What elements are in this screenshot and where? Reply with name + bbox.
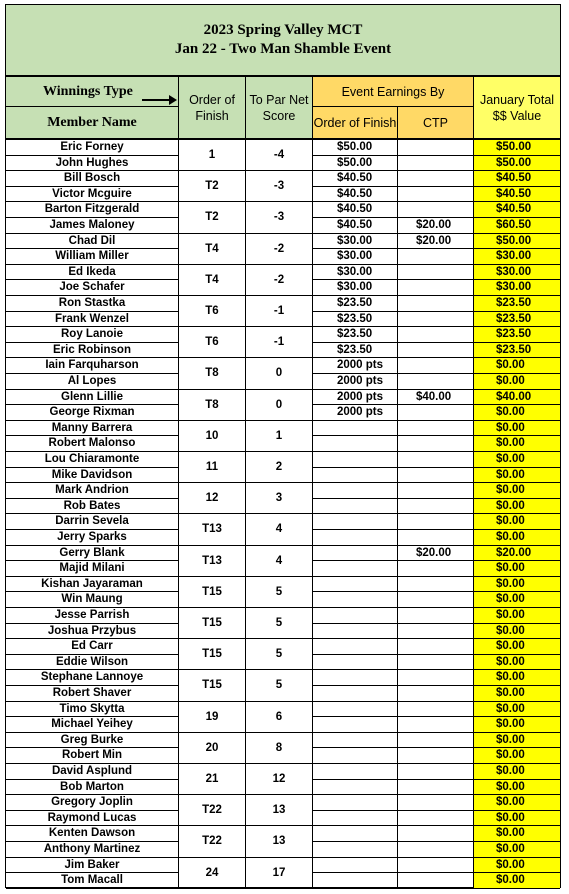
ctp-earnings xyxy=(398,343,474,359)
member-name: Barton Fitzgerald xyxy=(6,202,179,218)
order-earnings xyxy=(313,592,398,608)
order-earnings xyxy=(313,670,398,686)
order-earnings: 2000 pts xyxy=(313,374,398,390)
earnings-order-header: Order of Finish xyxy=(313,107,398,140)
member-name: Timo Skytta xyxy=(6,702,179,718)
team-finish: 19 xyxy=(179,702,246,733)
ctp-earnings xyxy=(398,140,474,156)
january-total: $0.00 xyxy=(474,608,560,624)
january-total: $0.00 xyxy=(474,702,560,718)
member-name: Mark Andrion xyxy=(6,483,179,499)
ctp-earnings xyxy=(398,171,474,187)
ctp-earnings xyxy=(398,374,474,390)
january-total: $0.00 xyxy=(474,452,560,468)
ctp-earnings: $20.00 xyxy=(398,546,474,562)
team-finish: T15 xyxy=(179,577,246,608)
january-total: $23.50 xyxy=(474,312,560,328)
january-total: $40.50 xyxy=(474,187,560,203)
order-earnings xyxy=(313,577,398,593)
team-score: 17 xyxy=(246,858,313,889)
order-earnings xyxy=(313,608,398,624)
january-total-header: January Total $$ Value xyxy=(474,77,560,140)
ctp-earnings xyxy=(398,624,474,640)
member-name: Bob Marton xyxy=(6,780,179,796)
member-name: Lou Chiaramonte xyxy=(6,452,179,468)
team-finish: T6 xyxy=(179,296,246,327)
ctp-earnings xyxy=(398,452,474,468)
member-name: Mike Davidson xyxy=(6,468,179,484)
ctp-earnings xyxy=(398,842,474,858)
january-total: $0.00 xyxy=(474,858,560,874)
member-name: Gerry Blank xyxy=(6,546,179,562)
january-total: $0.00 xyxy=(474,468,560,484)
order-earnings: $50.00 xyxy=(313,156,398,172)
to-par-header: To Par Net Score xyxy=(246,77,313,140)
january-total: $0.00 xyxy=(474,514,560,530)
team-score: 13 xyxy=(246,795,313,826)
ctp-earnings xyxy=(398,592,474,608)
member-name: Eddie Wilson xyxy=(6,655,179,671)
team-finish: T4 xyxy=(179,265,246,296)
january-total: $0.00 xyxy=(474,624,560,640)
order-earnings xyxy=(313,436,398,452)
ctp-earnings xyxy=(398,717,474,733)
winnings-type-header: Winnings Type xyxy=(6,77,179,107)
january-total: $0.00 xyxy=(474,592,560,608)
ctp-earnings xyxy=(398,280,474,296)
member-name: Michael Yeihey xyxy=(6,717,179,733)
member-name: Tom Macall xyxy=(6,873,179,889)
ctp-earnings: $20.00 xyxy=(398,234,474,250)
january-total: $0.00 xyxy=(474,873,560,889)
january-total: $20.00 xyxy=(474,546,560,562)
team-score: -3 xyxy=(246,171,313,202)
ctp-earnings xyxy=(398,530,474,546)
member-name: Robert Malonso xyxy=(6,436,179,452)
order-earnings: 2000 pts xyxy=(313,405,398,421)
ctp-earnings xyxy=(398,858,474,874)
order-earnings xyxy=(313,639,398,655)
order-earnings: $30.00 xyxy=(313,234,398,250)
title-block xyxy=(6,5,560,77)
member-name: Frank Wenzel xyxy=(6,312,179,328)
member-name: Eric Forney xyxy=(6,140,179,156)
order-earnings: $30.00 xyxy=(313,249,398,265)
member-name: Joe Schafer xyxy=(6,280,179,296)
january-total: $0.00 xyxy=(474,639,560,655)
january-total: $0.00 xyxy=(474,374,560,390)
team-score: -2 xyxy=(246,265,313,296)
ctp-earnings xyxy=(398,358,474,374)
order-earnings xyxy=(313,748,398,764)
ctp-earnings xyxy=(398,577,474,593)
team-score: -1 xyxy=(246,327,313,358)
ctp-earnings xyxy=(398,436,474,452)
order-earnings xyxy=(313,780,398,796)
team-finish: 1 xyxy=(179,140,246,171)
member-name: William Miller xyxy=(6,249,179,265)
january-total: $60.50 xyxy=(474,218,560,234)
event-earnings-header: Event Earnings By xyxy=(313,77,474,107)
order-earnings: $40.50 xyxy=(313,171,398,187)
member-name: Stephane Lannoye xyxy=(6,670,179,686)
order-earnings: $40.50 xyxy=(313,218,398,234)
ctp-earnings xyxy=(398,826,474,842)
ctp-earnings xyxy=(398,249,474,265)
ctp-earnings xyxy=(398,312,474,328)
order-earnings xyxy=(313,858,398,874)
team-finish: T8 xyxy=(179,358,246,389)
member-name: Gregory Joplin xyxy=(6,795,179,811)
order-earnings xyxy=(313,764,398,780)
member-name-header: Member Name xyxy=(6,107,179,140)
team-score: 5 xyxy=(246,608,313,639)
january-total: $0.00 xyxy=(474,826,560,842)
order-earnings: $50.00 xyxy=(313,140,398,156)
team-score: 0 xyxy=(246,390,313,421)
ctp-earnings xyxy=(398,639,474,655)
member-name: Al Lopes xyxy=(6,374,179,390)
team-finish: T8 xyxy=(179,390,246,421)
order-earnings: 2000 pts xyxy=(313,390,398,406)
january-total: $0.00 xyxy=(474,686,560,702)
winnings-sheet xyxy=(5,4,561,888)
ctp-earnings xyxy=(398,655,474,671)
ctp-earnings xyxy=(398,608,474,624)
january-total: $30.00 xyxy=(474,265,560,281)
january-total: $0.00 xyxy=(474,421,560,437)
january-total: $40.50 xyxy=(474,202,560,218)
team-finish: T15 xyxy=(179,608,246,639)
team-score: 4 xyxy=(246,514,313,545)
team-score: 5 xyxy=(246,577,313,608)
member-name: Majid Milani xyxy=(6,561,179,577)
earnings-ctp-header: CTP xyxy=(398,107,474,140)
team-finish: 11 xyxy=(179,452,246,483)
order-earnings xyxy=(313,561,398,577)
ctp-earnings xyxy=(398,499,474,515)
order-earnings xyxy=(313,702,398,718)
january-total: $40.50 xyxy=(474,171,560,187)
title-line-2: Jan 22 - Two Man Shamble Event xyxy=(174,41,392,57)
member-name: Victor Mcguire xyxy=(6,187,179,203)
member-name: Robert Min xyxy=(6,748,179,764)
order-earnings xyxy=(313,624,398,640)
member-name: James Maloney xyxy=(6,218,179,234)
team-finish: 20 xyxy=(179,733,246,764)
member-name: Rob Bates xyxy=(6,499,179,515)
january-total: $30.00 xyxy=(474,280,560,296)
member-name: David Asplund xyxy=(6,764,179,780)
order-earnings xyxy=(313,452,398,468)
member-name: Bill Bosch xyxy=(6,171,179,187)
january-total: $50.00 xyxy=(474,140,560,156)
member-name: Ed Ikeda xyxy=(6,265,179,281)
ctp-earnings xyxy=(398,483,474,499)
january-total: $0.00 xyxy=(474,733,560,749)
order-earnings xyxy=(313,811,398,827)
january-total: $0.00 xyxy=(474,436,560,452)
member-name: Raymond Lucas xyxy=(6,811,179,827)
january-total: $0.00 xyxy=(474,670,560,686)
january-total: $50.00 xyxy=(474,156,560,172)
order-earnings: $40.50 xyxy=(313,202,398,218)
team-score: 4 xyxy=(246,546,313,577)
member-name: Kishan Jayaraman xyxy=(6,577,179,593)
order-earnings: $23.50 xyxy=(313,312,398,328)
january-total: $0.00 xyxy=(474,561,560,577)
team-score: 13 xyxy=(246,826,313,857)
ctp-earnings: $20.00 xyxy=(398,218,474,234)
team-score: -2 xyxy=(246,234,313,265)
team-finish: 24 xyxy=(179,858,246,889)
member-name: Jesse Parrish xyxy=(6,608,179,624)
ctp-earnings xyxy=(398,764,474,780)
member-name: Kenten Dawson xyxy=(6,826,179,842)
team-finish: T13 xyxy=(179,546,246,577)
member-name: Anthony Martinez xyxy=(6,842,179,858)
order-earnings xyxy=(313,499,398,515)
member-name: John Hughes xyxy=(6,156,179,172)
january-total: $0.00 xyxy=(474,764,560,780)
january-total: $0.00 xyxy=(474,530,560,546)
order-earnings xyxy=(313,686,398,702)
member-name: Ed Carr xyxy=(6,639,179,655)
member-name: Eric Robinson xyxy=(6,343,179,359)
member-name: Darrin Sevela xyxy=(6,514,179,530)
member-name: Glenn Lillie xyxy=(6,390,179,406)
member-name: Manny Barrera xyxy=(6,421,179,437)
title-line-1: 2023 Spring Valley MCT xyxy=(203,22,363,38)
order-earnings xyxy=(313,873,398,889)
team-finish: T15 xyxy=(179,670,246,701)
order-earnings xyxy=(313,530,398,546)
ctp-earnings xyxy=(398,748,474,764)
team-score: -1 xyxy=(246,296,313,327)
member-name: Greg Burke xyxy=(6,733,179,749)
arrow-right-icon xyxy=(142,93,178,107)
order-earnings xyxy=(313,733,398,749)
ctp-earnings xyxy=(398,686,474,702)
order-earnings: $23.50 xyxy=(313,327,398,343)
ctp-earnings xyxy=(398,780,474,796)
january-total: $0.00 xyxy=(474,717,560,733)
january-total: $0.00 xyxy=(474,795,560,811)
team-score: 12 xyxy=(246,764,313,795)
team-finish: 21 xyxy=(179,764,246,795)
order-earnings xyxy=(313,826,398,842)
team-score: 3 xyxy=(246,483,313,514)
member-name: Win Maung xyxy=(6,592,179,608)
order-earnings: $23.50 xyxy=(313,296,398,312)
ctp-earnings xyxy=(398,327,474,343)
team-score: 0 xyxy=(246,358,313,389)
member-name: Joshua Przybus xyxy=(6,624,179,640)
team-finish: T6 xyxy=(179,327,246,358)
ctp-earnings xyxy=(398,156,474,172)
january-total: $0.00 xyxy=(474,811,560,827)
team-finish: T4 xyxy=(179,234,246,265)
team-score: 1 xyxy=(246,421,313,452)
january-total: $40.00 xyxy=(474,390,560,406)
january-total: $0.00 xyxy=(474,842,560,858)
team-score: 6 xyxy=(246,702,313,733)
order-earnings xyxy=(313,717,398,733)
order-earnings xyxy=(313,483,398,499)
team-finish: T13 xyxy=(179,514,246,545)
order-of-finish-header: Order of Finish xyxy=(179,77,246,140)
order-earnings: $30.00 xyxy=(313,265,398,281)
member-name: Jim Baker xyxy=(6,858,179,874)
ctp-earnings xyxy=(398,811,474,827)
january-total: $0.00 xyxy=(474,483,560,499)
team-finish: T22 xyxy=(179,795,246,826)
january-total: $23.50 xyxy=(474,343,560,359)
january-total: $0.00 xyxy=(474,405,560,421)
ctp-earnings xyxy=(398,405,474,421)
order-earnings xyxy=(313,468,398,484)
january-total: $23.50 xyxy=(474,296,560,312)
team-finish: T22 xyxy=(179,826,246,857)
member-name: Robert Shaver xyxy=(6,686,179,702)
team-score: -4 xyxy=(246,140,313,171)
ctp-earnings xyxy=(398,468,474,484)
team-score: 2 xyxy=(246,452,313,483)
member-name: Ron Stastka xyxy=(6,296,179,312)
order-earnings xyxy=(313,421,398,437)
order-earnings xyxy=(313,795,398,811)
ctp-earnings xyxy=(398,202,474,218)
ctp-earnings xyxy=(398,795,474,811)
member-name: Jerry Sparks xyxy=(6,530,179,546)
ctp-earnings xyxy=(398,265,474,281)
order-earnings: $40.50 xyxy=(313,187,398,203)
january-total: $23.50 xyxy=(474,327,560,343)
ctp-earnings xyxy=(398,702,474,718)
january-total: $50.00 xyxy=(474,234,560,250)
team-finish: T15 xyxy=(179,639,246,670)
order-earnings xyxy=(313,514,398,530)
member-name: Roy Lanoie xyxy=(6,327,179,343)
ctp-earnings xyxy=(398,733,474,749)
team-finish: T2 xyxy=(179,171,246,202)
ctp-earnings xyxy=(398,296,474,312)
team-score: 5 xyxy=(246,639,313,670)
team-score: 5 xyxy=(246,670,313,701)
january-total: $0.00 xyxy=(474,655,560,671)
ctp-earnings xyxy=(398,670,474,686)
ctp-earnings xyxy=(398,514,474,530)
member-name: Iain Farquharson xyxy=(6,358,179,374)
january-total: $0.00 xyxy=(474,577,560,593)
member-name: Chad Dil xyxy=(6,234,179,250)
january-total: $0.00 xyxy=(474,499,560,515)
order-earnings xyxy=(313,842,398,858)
ctp-earnings xyxy=(398,421,474,437)
team-finish: 10 xyxy=(179,421,246,452)
order-earnings: $30.00 xyxy=(313,280,398,296)
order-earnings: $23.50 xyxy=(313,343,398,359)
member-name: George Rixman xyxy=(6,405,179,421)
january-total: $30.00 xyxy=(474,249,560,265)
team-score: 8 xyxy=(246,733,313,764)
ctp-earnings xyxy=(398,873,474,889)
ctp-earnings xyxy=(398,187,474,203)
team-finish: T2 xyxy=(179,202,246,233)
order-earnings xyxy=(313,655,398,671)
order-earnings: 2000 pts xyxy=(313,358,398,374)
january-total: $0.00 xyxy=(474,358,560,374)
ctp-earnings: $40.00 xyxy=(398,390,474,406)
january-total: $0.00 xyxy=(474,748,560,764)
january-total: $0.00 xyxy=(474,780,560,796)
team-finish: 12 xyxy=(179,483,246,514)
order-earnings xyxy=(313,546,398,562)
ctp-earnings xyxy=(398,561,474,577)
team-score: -3 xyxy=(246,202,313,233)
